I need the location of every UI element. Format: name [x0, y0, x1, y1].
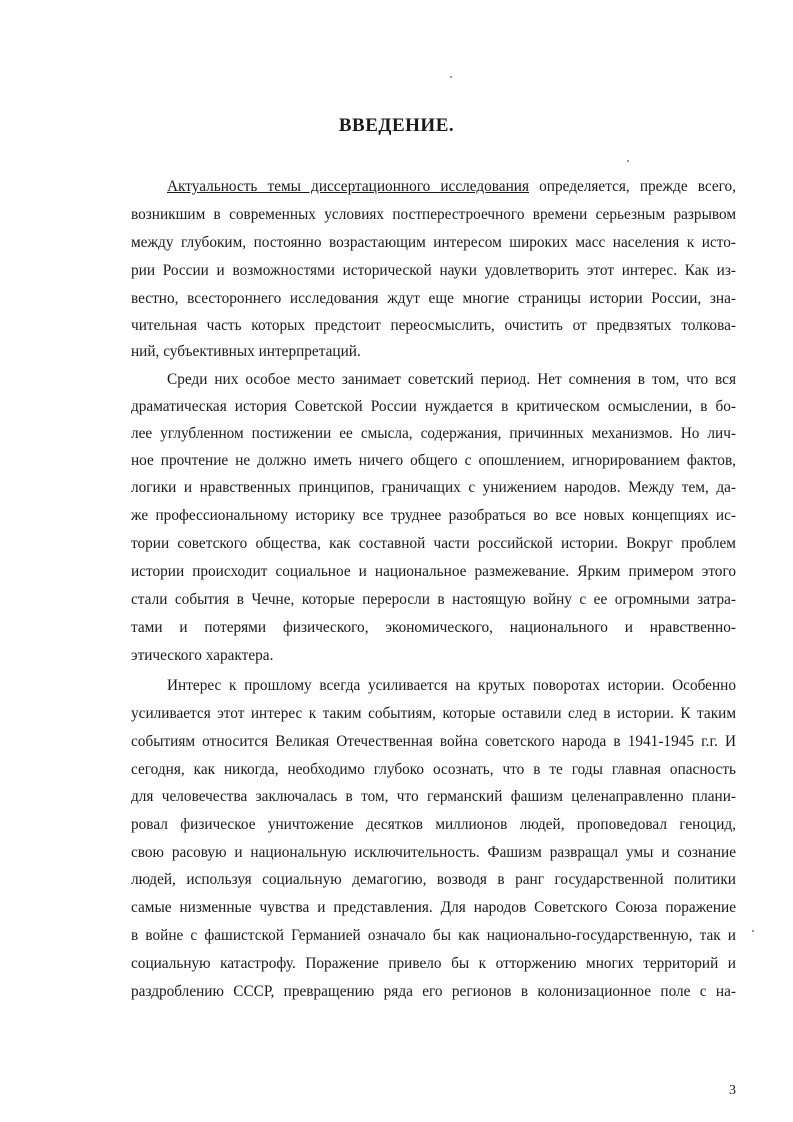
- paragraph-line: ровал физическое уничтожение десятков миллионов людей, проповедовал геноцид,: [131, 816, 736, 833]
- scan-speck: [450, 76, 452, 78]
- paragraph-line: социальную катастрофу. Поражение привело бы к отторжению многих территорий и: [131, 955, 736, 972]
- page-title: ВВЕДЕНИЕ.: [338, 115, 455, 136]
- paragraph-line: истории происходит социальное и национальное размежевание. Ярким примером этого: [131, 563, 736, 580]
- paragraph-line: же профессиональному историку все труднее разобраться во все новых концепциях ис-: [131, 507, 736, 524]
- paragraph-line: стали события в Чечне, которые переросли в настоящую войну с ее огромными затра-: [131, 591, 736, 608]
- underlined-topic-phrase: Актуальность темы диссертационного исследования: [167, 178, 530, 195]
- paragraph-line: [167, 177, 736, 196]
- paragraph-line: вестно, всестороннего исследования ждут еще многие страницы истории России, зна-: [131, 290, 736, 307]
- paragraph-line: лее углубленном постижении ее смысла, содержания, причинных механизмов. Но лич-: [131, 425, 736, 442]
- paragraph-line: событиям относится Великая Отечественная война советского народа в 1941-1945 г.г. И: [131, 733, 736, 750]
- paragraph-line: драматическая история Советской России нуждается в критическом осмыслении, в бо-: [131, 398, 736, 415]
- paragraph-line: этического характера.: [131, 647, 274, 664]
- paragraph-line: раздроблению СССР, превращению ряда его регионов в колонизационное поле с на-: [131, 983, 736, 1000]
- paragraph-line: самые низменные чувства и представления. Для народов Советского Союза поражение: [131, 899, 736, 916]
- paragraph-line: Интерес к прошлому всегда усиливается на крутых поворотах истории. Особенно: [167, 677, 736, 694]
- paragraph-line: людей, используя социальную демагогию, возводя в ранг государственной политики: [131, 871, 736, 888]
- paragraph-line: для человечества заключалась в том, что германский фашизм целенаправленно плани-: [131, 788, 736, 805]
- paragraph-line: свою расовую и национальную исключительность. Фашизм развращал умы и сознание: [131, 844, 736, 861]
- paragraph-line: ний, субъективных интерпретаций.: [131, 343, 361, 360]
- paragraph-lead-text: определяется, прежде всего,: [529, 178, 736, 195]
- paragraph-line: сегодня, как никогда, необходимо глубоко осознать, что в те годы главная опасность: [131, 761, 736, 778]
- paragraph-line: тами и потерями физического, экономического, национального и нравственно-: [131, 619, 736, 636]
- paragraph-line: ное прочтение не должно иметь ничего общего с опошлением, игнорированием фактов,: [131, 452, 736, 469]
- page-number: 3: [729, 1083, 736, 1098]
- scan-speck: [752, 930, 754, 932]
- paragraph-line: Среди них особое место занимает советский период. Нет сомнения в том, что вся: [167, 371, 736, 388]
- paragraph-line: тории советского общества, как составной части российской истории. Вокруг проблем: [131, 535, 736, 552]
- paragraph-line: чительная часть которых предстоит переосмыслить, очистить от предвзятых толкова-: [131, 317, 736, 334]
- paragraph-line: между глубоким, постоянно возрастающим интересом широких масс населения к исто-: [131, 234, 736, 251]
- paragraph-line: возникшим в современных условиях постперестроечного времени серьезным разрывом: [131, 206, 736, 223]
- paragraph-line: в войне с фашистской Германией означало бы как национально-государственную, так и: [131, 927, 736, 944]
- paragraph-line: усиливается этот интерес к таким событиям, которые оставили след в истории. К таким: [131, 705, 736, 722]
- scan-speck: [627, 160, 629, 162]
- paragraph-line: рии России и возможностями исторической науки удовлетворить этот интерес. Как из-: [131, 262, 736, 279]
- paragraph-line: логики и нравственных принципов, граничащих с унижением народов. Между тем, да-: [131, 479, 736, 496]
